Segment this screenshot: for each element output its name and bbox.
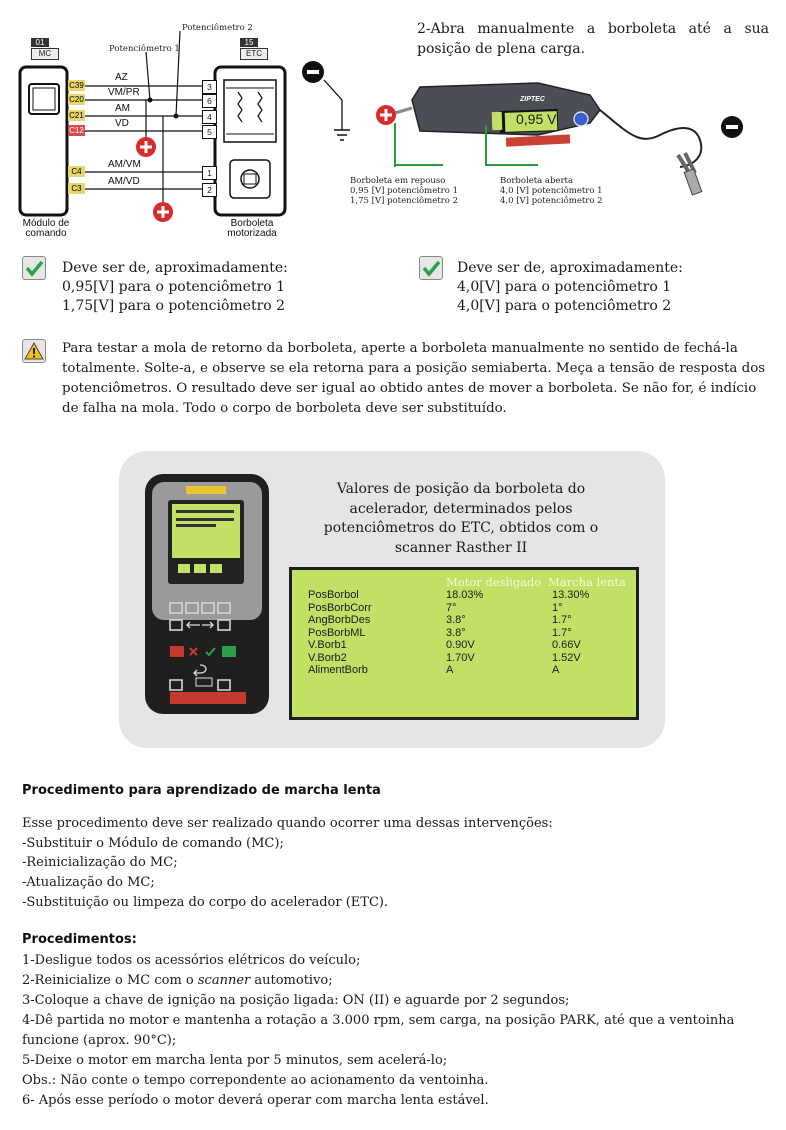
value-idle: A: [552, 664, 560, 676]
open-p2: 4,0 [V] potenciômetro 2: [500, 196, 603, 206]
table-row: [308, 614, 608, 627]
list-item: -Atualização do MC;: [22, 875, 155, 890]
procedures-heading: Procedimentos:: [22, 932, 137, 947]
warning-icon: [22, 339, 46, 363]
param: PosBorbCorr: [308, 601, 372, 614]
table-row: [308, 602, 608, 615]
warning-line4: de falha na mola. Todo o corpo de borboleta deve ser substituído.: [62, 401, 507, 416]
wire-az: AZ: [115, 72, 128, 83]
value-off: 3.8°: [446, 614, 466, 626]
param: AlimentBorb: [308, 664, 368, 676]
closed-title: Borboleta em repouso: [350, 176, 446, 186]
open-title: Borboleta aberta: [500, 176, 574, 186]
module-label: Módulo de comando: [22, 218, 70, 239]
procedure-step-1: 1-Desligue todos os acessórios elétricos do veículo;: [22, 953, 361, 968]
check-left-line1: Deve ser de, aproximadamente:: [62, 260, 288, 276]
pin-c12: C12: [69, 126, 84, 135]
value-idle: 1.52V: [552, 651, 581, 664]
pin-2: 2: [202, 183, 217, 197]
pin-c20: C20: [69, 95, 84, 104]
procedure-step-2: [22, 971, 333, 991]
wire-am: AM: [115, 103, 130, 114]
pot-box: [224, 80, 276, 142]
scanner-caption-line3: potenciômetros do ETC, obtidos com o: [323, 520, 599, 536]
step2-italic: scanner: [197, 973, 251, 988]
wire-vd: VD: [115, 118, 129, 129]
scanner-caption-line1: Valores de posição da borboleta do: [336, 481, 586, 497]
lcd-rows: [308, 589, 608, 677]
procedure-step-6: 6- Após esse período o motor deverá operar com marcha lenta estável.: [22, 1093, 489, 1108]
check-right-line3: 4,0[V] para o potenciômetro 2: [457, 298, 672, 314]
value-idle: 0.66V: [552, 639, 581, 651]
wire-vm-pr: VM/PR: [108, 87, 140, 98]
table-row: [308, 589, 608, 602]
step2-after: automotivo;: [250, 973, 333, 988]
pin-c3: C3: [68, 183, 85, 194]
warning-line2: totalmente. Solte-a, e observe se ela retorna para a posição semiaberta. Meça a tensão de resposta dos: [62, 361, 766, 376]
pin-c21: C21: [69, 111, 84, 120]
pin-1: 1: [202, 166, 217, 180]
table-row: [308, 639, 608, 652]
pin-4: 4: [202, 110, 217, 124]
procedure-obs: Obs.: Não conte o tempo correpondente ao acionamento da ventoinha.: [22, 1073, 489, 1088]
mc-number: 01: [31, 38, 49, 47]
scanner-device: [140, 470, 275, 725]
param: AngBorbDes: [308, 614, 371, 626]
warning-line3: potenciômetros. O resultado deve ser igual ao obtido antes de mover a borboleta. Se não for, é indício: [62, 381, 757, 396]
mc-tag: MC: [31, 48, 59, 60]
procedure-step-5: 5-Deixe o motor em marcha lenta por 5 minutos, sem acelerá-lo;: [22, 1053, 448, 1068]
label-pot2: Potenciômetro 2: [182, 23, 253, 33]
scanner-caption-line4: scanner Rasther II: [394, 539, 528, 556]
check-left-line3: 1,75[V] para o potenciômetro 2: [62, 298, 286, 314]
meter-display: 0,95 V: [516, 111, 557, 127]
pin-c4: C4: [68, 166, 85, 177]
pin-c39: C39: [69, 81, 84, 90]
idle-learning-heading: Procedimento para aprendizado de marcha lenta: [22, 783, 381, 798]
pin-6: 6: [202, 94, 217, 108]
scanner-caption-line2: acelerador, determinados pelos: [349, 500, 573, 517]
check-icon-left: [22, 256, 46, 280]
closed-p2: 1,75 [V] potenciômetro 2: [350, 196, 458, 206]
value-off: 7°: [446, 601, 457, 614]
closed-p1: 0,95 [V] potenciômetro 1: [350, 186, 458, 196]
etc-number: 15: [240, 38, 258, 47]
warning-line1: Para testar a mola de retorno da borboleta, aperte a borboleta manualmente no sentido de fechá-la: [62, 341, 738, 356]
value-off: 1.70V: [446, 651, 475, 664]
check-left-line2: 0,95[V] para o potenciômetro 1: [62, 279, 286, 295]
value-idle: 1.7°: [552, 626, 572, 639]
value-idle: 13.30%: [552, 589, 590, 601]
check-right-line1: Deve ser de, aproximadamente:: [457, 260, 683, 276]
value-idle: 1.7°: [552, 614, 572, 626]
col-motor-off: Motor desligado: [446, 575, 542, 589]
col-idle: Marcha lenta: [548, 575, 626, 589]
pin-5: 5: [202, 125, 217, 139]
idle-learning-intro: Esse procedimento deve ser realizado quando ocorrer uma dessas intervenções:: [22, 816, 553, 831]
param: V.Borb2: [308, 651, 347, 664]
scanner-caption: [316, 480, 606, 558]
meter-brand: ZIPTEC: [520, 96, 545, 103]
ground-icon: [334, 130, 350, 140]
value-off: 18.03%: [446, 589, 484, 601]
table-row: [308, 664, 608, 677]
procedure-step-3: 3-Coloque a chave de ignição na posição ligada: ON (II) e aguarde por 2 segundos;: [22, 993, 570, 1008]
throttle-label: Borboleta motorizada: [227, 218, 277, 239]
label-pot1: Potenciômetro 1: [109, 44, 180, 54]
value-off: 0.90V: [446, 639, 475, 651]
list-item: -Substituir o Módulo de comando (MC);: [22, 836, 284, 851]
list-item: -Substituição ou limpeza do corpo do acelerador (ETC).: [22, 895, 389, 910]
param: PosBorbML: [308, 626, 366, 639]
value-off: 3.8°: [446, 626, 466, 639]
procedure-step-4b: funcione (aprox. 90°C);: [22, 1033, 177, 1048]
param: V.Borb1: [308, 639, 347, 651]
wire-am-vd: AM/VD: [108, 176, 140, 187]
module-chip-inner: [33, 88, 55, 110]
step2-text: 2-Abra manualmente a borboleta até a sua posição de plena carga.: [417, 21, 769, 57]
check-right-line2: 4,0[V] para o potenciômetro 1: [457, 279, 672, 295]
step2-before: 2-Reinicialize o MC com o: [22, 973, 198, 988]
table-row: [308, 627, 608, 640]
value-off: A: [446, 664, 454, 676]
etc-tag: ETC: [240, 48, 268, 60]
check-icon-right: [419, 256, 443, 280]
pin-3: 3: [202, 80, 217, 94]
wiring-diagram: [0, 0, 300, 250]
wire-am-vm: AM/VM: [108, 159, 141, 170]
procedure-step-4a: 4-Dê partida no motor e mantenha a rotação a 3.000 rpm, sem carga, na posição PARK, até que a ventoinha: [22, 1013, 735, 1028]
param: PosBorbol: [308, 589, 359, 601]
open-p1: 4,0 [V] potenciômetro 1: [500, 186, 603, 196]
list-item: -Reinicialização do MC;: [22, 855, 178, 870]
table-row: [308, 652, 608, 665]
value-idle: 1°: [552, 601, 563, 614]
